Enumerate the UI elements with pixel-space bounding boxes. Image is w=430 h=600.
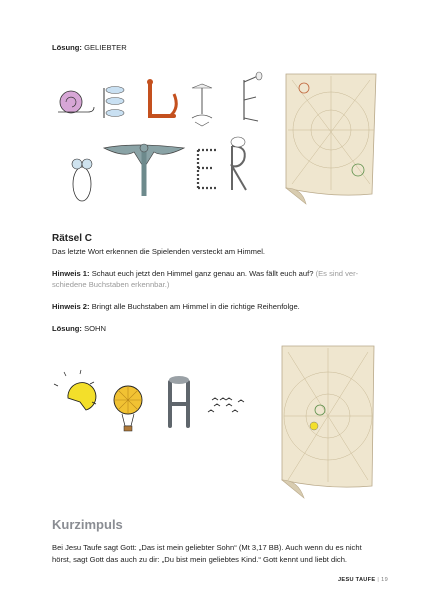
solution-value: SOHN bbox=[84, 324, 107, 333]
kurzimpuls-line-1: Bei Jesu Taufe sagt Gott: „Das ist mein geliebter Sohn“ (Mt 3,17 BB). Auch wenn du es nicht bbox=[52, 543, 362, 552]
hint-2-label: Hinweis 2: bbox=[52, 302, 90, 311]
hint-1-note-part1: (Es sind ver- bbox=[315, 269, 359, 278]
animal-letter-b-owl bbox=[72, 159, 92, 201]
treasure-map-sheet bbox=[286, 74, 376, 204]
animal-letter-e-dragonfly bbox=[104, 87, 124, 119]
section-heading-ratsel-c: Rätsel C bbox=[52, 233, 93, 244]
animal-letter-e-pelican bbox=[244, 72, 262, 121]
animal-letter-r-jellyfish bbox=[231, 137, 246, 190]
sky-letter-o-hot-air-balloon bbox=[114, 386, 142, 431]
section-heading-kurzimpuls: Kurzimpuls bbox=[52, 517, 123, 532]
solution-label: Lösung: bbox=[52, 324, 82, 333]
hint-1-label: Hinweis 1: bbox=[52, 269, 90, 278]
sky-letter-n-bird-flock bbox=[208, 398, 244, 412]
ratsel-c-intro: Das letzte Wort erkennen die Spielenden versteckt am Himmel. bbox=[52, 247, 265, 256]
animal-letter-i-bird bbox=[192, 84, 212, 126]
sky-letter-h-clouds bbox=[169, 376, 189, 426]
footer-section-title: JESU TAUFE bbox=[338, 577, 376, 583]
solution-line-1 bbox=[52, 42, 127, 53]
treasure-map-sheet bbox=[282, 346, 374, 498]
kurzimpuls-line-2: hörst, sagt Gott das auch zu dir: „Du bist mein geliebtes Kind.“ Gott kennt und liebt dich. bbox=[52, 555, 348, 564]
solution-label: Lösung: bbox=[52, 43, 82, 52]
animal-letter-e-fish-swarm bbox=[198, 150, 216, 188]
geliebter-letter-illustration bbox=[52, 70, 382, 228]
hint-1-note-part2: schiedene Buchstaben erkennbar.) bbox=[52, 280, 170, 289]
animal-letter-g-snail bbox=[58, 91, 94, 113]
hint-2-line bbox=[52, 301, 300, 312]
footer-separator: | bbox=[377, 577, 380, 583]
animal-letter-l-squirrel bbox=[147, 79, 176, 116]
page-number: 19 bbox=[381, 577, 388, 583]
hint-1-line-1 bbox=[52, 268, 358, 279]
solution-line-2 bbox=[52, 323, 106, 334]
sky-letter-s-sun bbox=[54, 370, 96, 410]
solution-value: GELIEBTER bbox=[84, 43, 127, 52]
animal-letter-t-eagle bbox=[104, 144, 184, 196]
page-footer bbox=[338, 577, 388, 583]
hint-1-text: Schaut euch jetzt den Himmel ganz genau an. Was fällt euch auf? bbox=[91, 269, 314, 278]
hint-2-text: Bringt alle Buchstaben am Himmel in die richtige Reihenfolge. bbox=[91, 302, 300, 311]
sohn-sky-letter-illustration bbox=[52, 340, 382, 504]
